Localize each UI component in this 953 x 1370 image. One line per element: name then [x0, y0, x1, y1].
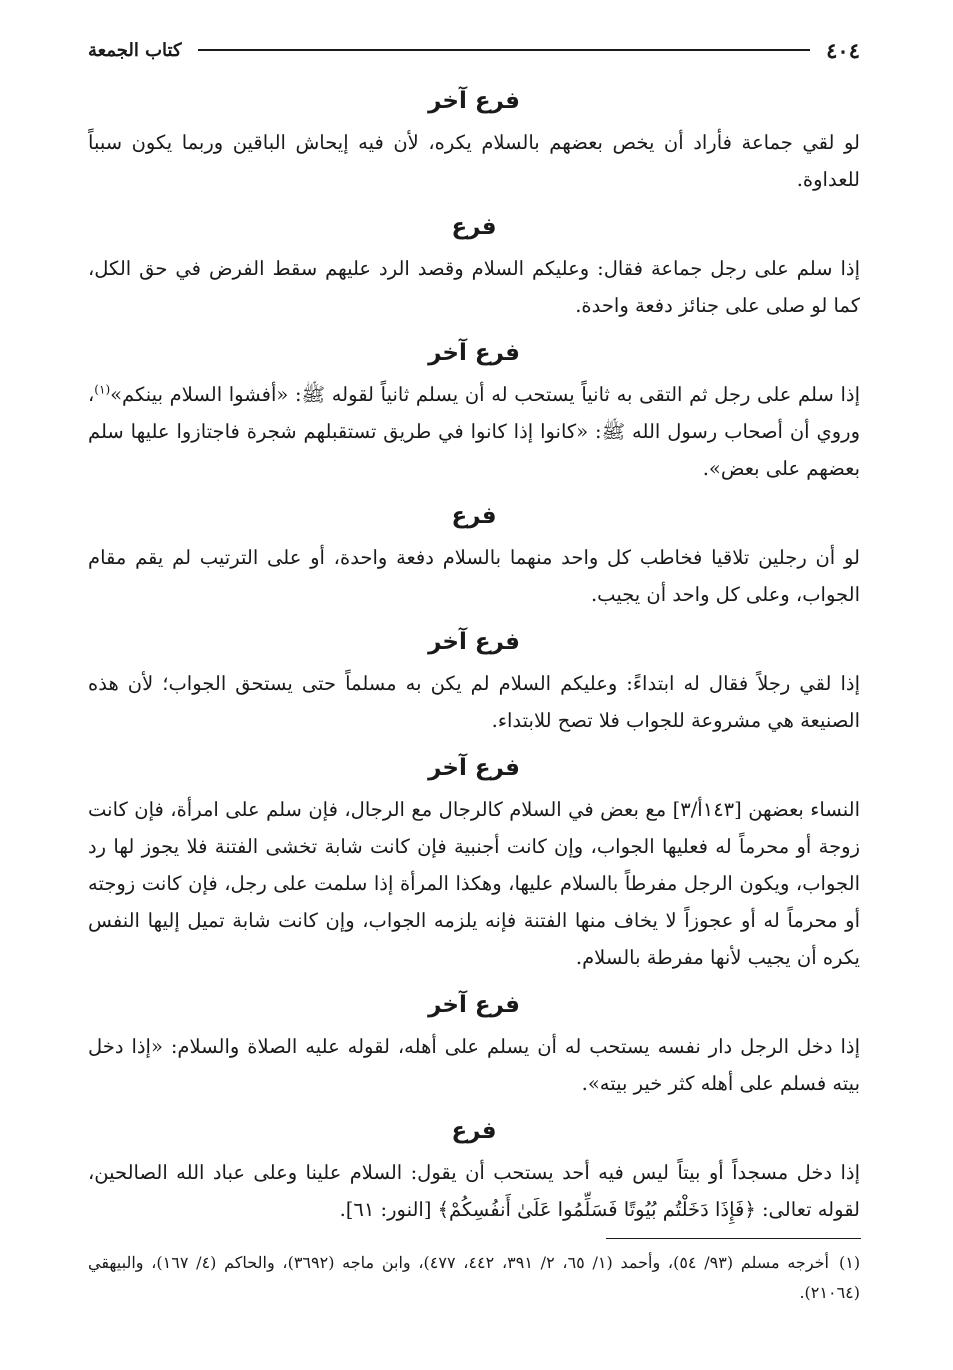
section-title: فرع آخر	[428, 340, 520, 366]
footnote	[88, 1248, 860, 1308]
section-title: فرع آخر	[428, 88, 520, 114]
section-title: فرع آخر	[428, 992, 520, 1018]
page-number: ٤٠٤	[826, 37, 860, 63]
section-title: فرع	[451, 503, 497, 529]
footnotes	[88, 1248, 860, 1308]
section-paragraph: لو لقي جماعة فأراد أن يخص بعضهم بالسلام يكره، لأن فيه إيحاش الباقين وربما يكون سبباً للعداوة.	[88, 131, 860, 191]
section-paragraph: إذا سلم على رجل جماعة فقال: وعليكم السلام وقصد الرد عليهم سقط الفرض في حق الكل، كما لو صلى على جنائز دفعة واحدة.	[88, 257, 860, 317]
page-body	[88, 78, 860, 1234]
section-title: فرع آخر	[428, 755, 520, 781]
section-paragraph: إذا لقي رجلاً فقال له ابتداءً: وعليكم السلام لم يكن به مسلماً حتى يستحق الجواب؛ لأن هذه الصنيعة هي مشروعة للجواب فلا تصح للابتداء.	[88, 672, 860, 732]
section-paragraph: إذا دخل مسجداً أو بيتاً ليس فيه أحد يستحب أن يقول: السلام علينا وعلى عباد الله الصالحين، لقوله تعالى: ﴿فَإِذَا دَخَلْتُم بُيُوتًا فَسَلِّمُوا عَلَىٰ أَنفُسِكُمْ﴾ [النور: ٦١].	[88, 1161, 860, 1221]
section-paragraph	[88, 376, 860, 487]
paragraph-text: ، وروي أن أصحاب رسول الله ﷺ: «كانوا إذا كانوا في طريق تستقبلهم شجرة فاجتازوا عليها سلم بعضهم على بعض».	[88, 383, 860, 480]
footnote-reference[interactable]: (١)	[94, 382, 111, 397]
section-title: فرع	[451, 1118, 497, 1144]
book-title: كتاب الجمعة	[88, 39, 182, 61]
section-title: فرع	[451, 214, 497, 240]
header-rule	[198, 49, 811, 51]
footnote-text: أخرجه مسلم (٩٣/ ٥٤)، وأحمد (١/ ٦٥، ٢/ ٣٩١، ٤٤٢، ٤٧٧)، وابن ماجه (٣٦٩٢)، والحاكم (٤/ ١٦٧)، والبيهقي (٢١٠٦٤).	[88, 1253, 860, 1302]
running-header	[88, 36, 860, 64]
section-paragraph: إذا دخل الرجل دار نفسه يستحب له أن يسلم على أهله، لقوله عليه الصلاة والسلام: «إذا دخل بيته فسلم على أهله كثر خير بيته».	[88, 1035, 860, 1095]
paragraph-text: إذا سلم على رجل ثم التقى به ثانياً يستحب له أن يسلم ثانياً لقوله ﷺ: «أفشوا السلام بينكم»	[110, 383, 860, 406]
footnote-number: (١)	[838, 1253, 861, 1272]
section-paragraph: لو أن رجلين تلاقيا فخاطب كل واحد منهما بالسلام دفعة واحدة، أو على الترتيب لم يقم مقام الجواب، وعلى كل واحد أن يجيب.	[88, 546, 860, 606]
footnote-separator	[606, 1238, 861, 1239]
section-title: فرع آخر	[428, 629, 520, 655]
section-paragraph: النساء بعضهن [١٤٣أ/٣] مع بعض في السلام كالرجال مع الرجال، فإن سلم على امرأة، فإن كانت زوجة أو محرماً له فعليها الجواب، وإن كانت أجنبية فإن كانت شابة تخشى الفتنة فلا يجوز لها رد الجواب، ويكون الرجل مفرطاً بالسلام عليها، وهكذا المرأة إذا سلمت على رجل، فإن كانت زوجته أو محرماً له أو عجوزاً لا يخاف منها الفتنة فإنه يلزمه الجواب، وإن كانت شابة تميل إليها النفس يكره أن يجيب لأنها مفرطة بالسلام.	[88, 798, 860, 969]
